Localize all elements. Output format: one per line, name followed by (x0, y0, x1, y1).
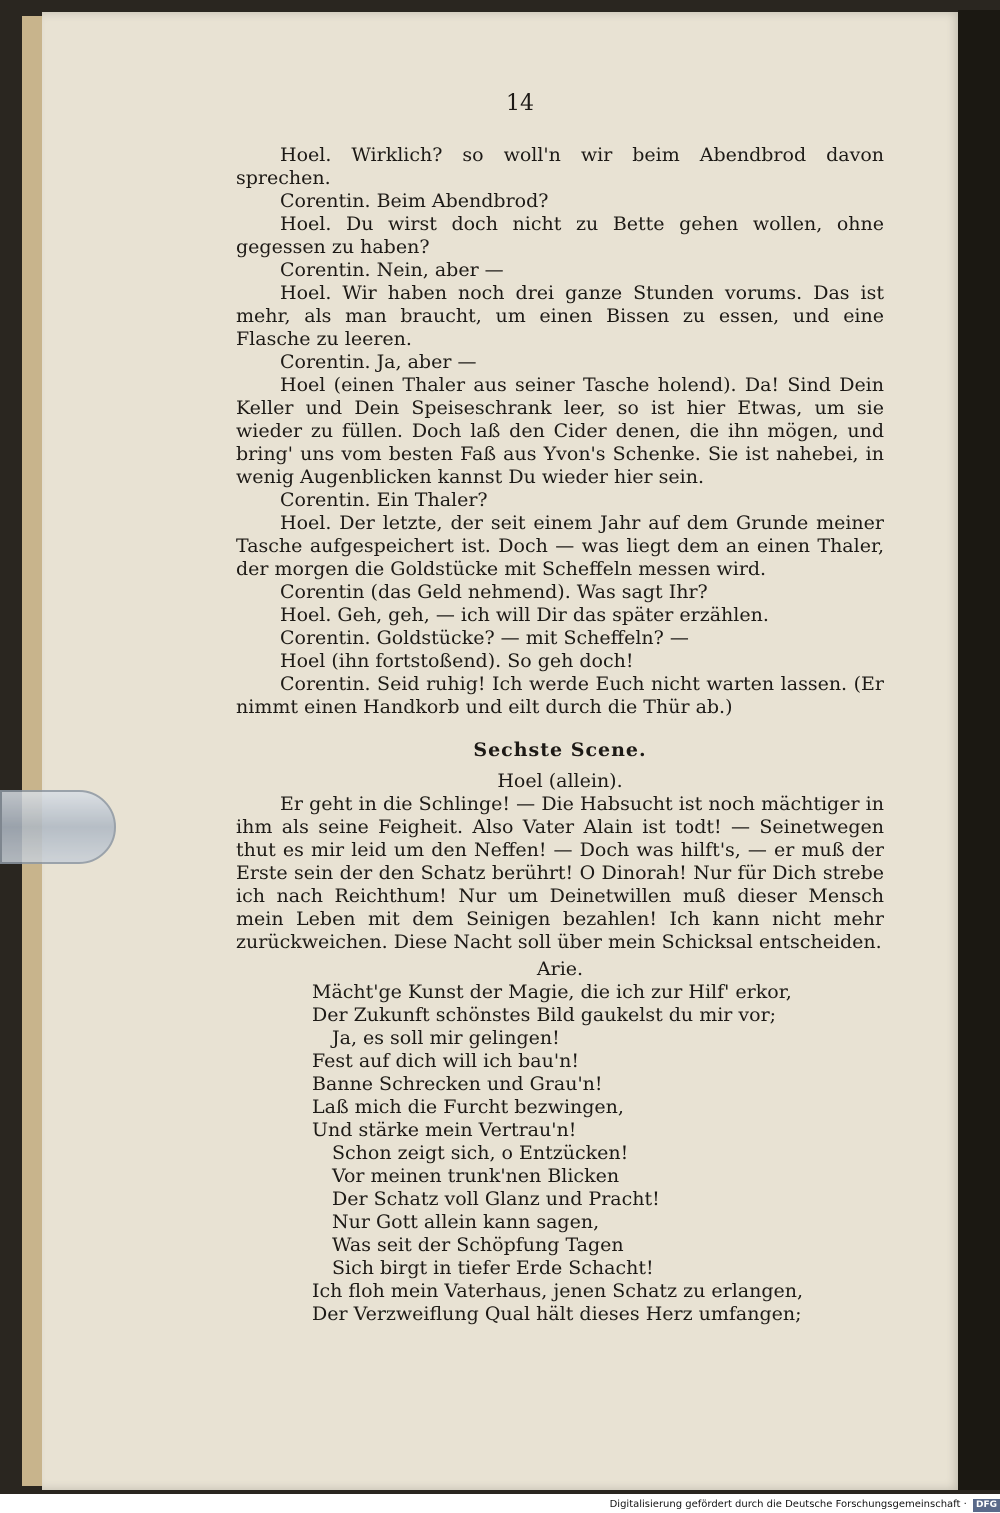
aria-verses (236, 981, 884, 1326)
dialogue-line: Hoel (ihn fortstoßend). So geh doch! (280, 650, 634, 672)
page-number: 14 (506, 91, 534, 116)
verse-line: Was seit der Schöpfung Tagen (332, 1234, 624, 1256)
verse-line: Und stärke mein Vertrau'n! (312, 1119, 577, 1141)
verse-line: Der Schatz voll Glanz und Pracht! (332, 1188, 660, 1210)
footer-separator: · (963, 1499, 970, 1510)
dialogue-line: Corentin. Goldstücke? — mit Scheffeln? — (280, 627, 689, 649)
scene-speaker: Hoel (allein). (497, 770, 623, 792)
verse-line: Schon zeigt sich, o Entzücken! (332, 1142, 629, 1164)
dialogue-line: Hoel. Der letzte, der seit einem Jahr auf dem Grunde meiner Tasche aufgespeichert ist. Doch — was liegt dem an einen Thaler, der morgen die Goldstücke mit Scheffeln messen wird. (236, 512, 884, 580)
scene-title: Sechste Scene. (473, 739, 647, 761)
footer-text: Digitalisierung gefördert durch die Deutsche Forschungsgemeinschaft (609, 1499, 961, 1510)
verse-line: Ich floh mein Vaterhaus, jenen Schatz zu erlangen, (312, 1280, 804, 1302)
dialogue-line: Corentin. Nein, aber — (280, 259, 504, 281)
dialogue-line: Corentin. Seid ruhig! Ich werde Euch nicht warten lassen. (Er nimmt einen Handkorb und eilt durch die Thür ab.) (236, 673, 884, 718)
page-edge-shadow (958, 10, 1000, 1490)
verse-line: Banne Schrecken und Grau'n! (312, 1073, 603, 1095)
dialogue-line: Hoel. Du wirst doch nicht zu Bette gehen wollen, ohne gegessen zu haben? (236, 213, 884, 258)
aria-title: Arie. (536, 958, 584, 980)
dialogue-line: Hoel. Wirklich? so woll'n wir beim Abendbrod davon sprechen. (236, 144, 884, 189)
verse-line: Fest auf dich will ich bau'n! (312, 1050, 579, 1072)
dfg-logo: DFG (973, 1499, 1000, 1512)
verse-line: Vor meinen trunk'nen Blicken (332, 1165, 620, 1187)
dialogue-line: Hoel. Geh, geh, — ich will Dir das später erzählen. (280, 604, 769, 626)
book-page (42, 12, 962, 1490)
monologue: Er geht in die Schlinge! — Die Habsucht ist noch mächtiger in ihm als seine Feigheit. Also Vater Alain ist todt! — Seinetwegen thut es mir leid um den Neffen! — Doch was hilft's, — er muß der Erste sein der den Schatz berührt! O Dinorah! Nur für Dich strebe ich nach Reichthum! Nur um Deinetwillen muß dieser Mensch mein Leben mit dem Seinigen bezahlen! Ich kann nicht mehr zurückweichen. Diese Nacht soll über mein Schicksal entscheiden. (236, 793, 884, 953)
verse-line: Der Zukunft schönstes Bild gaukelst du mir vor; (312, 1004, 777, 1026)
dialogue-line: Corentin. Ja, aber — (280, 351, 477, 373)
verse-line: Mächt'ge Kunst der Magie, die ich zur Hilf' erkor, (312, 981, 792, 1003)
digitization-footer (600, 1496, 1000, 1513)
dialogue-line: Corentin. Ein Thaler? (280, 489, 488, 511)
dialogue-line: Hoel. Wir haben noch drei ganze Stunden vorums. Das ist mehr, als man braucht, um einen Bissen zu essen, und eine Flasche zu leeren. (236, 282, 884, 350)
verse-line: Sich birgt in tiefer Erde Schacht! (332, 1257, 654, 1279)
dialogue-line: Corentin (das Geld nehmend). Was sagt Ihr? (280, 581, 708, 603)
dialogue-line: Corentin. Beim Abendbrod? (280, 190, 549, 212)
verse-line: Der Verzweiflung Qual hält dieses Herz umfangen; (312, 1303, 802, 1325)
page-lines (236, 144, 884, 1326)
page-clip (0, 790, 116, 864)
verse-line: Nur Gott allein kann sagen, (332, 1211, 600, 1233)
verse-line: Laß mich die Furcht bezwingen, (312, 1096, 624, 1118)
dialogue-line: Hoel (einen Thaler aus seiner Tasche holend). Da! Sind Dein Keller und Dein Speiseschrank leer, so ist hier Etwas, um sie wieder zu füllen. Doch laß den Cider denen, die ihn mögen, und bring' uns vom besten Faß aus Yvon's Schenke. Sie ist nahebei, in wenig Augenblicken kannst Du wieder hier sein. (236, 374, 884, 488)
verse-line: Ja, es soll mir gelingen! (332, 1027, 560, 1049)
